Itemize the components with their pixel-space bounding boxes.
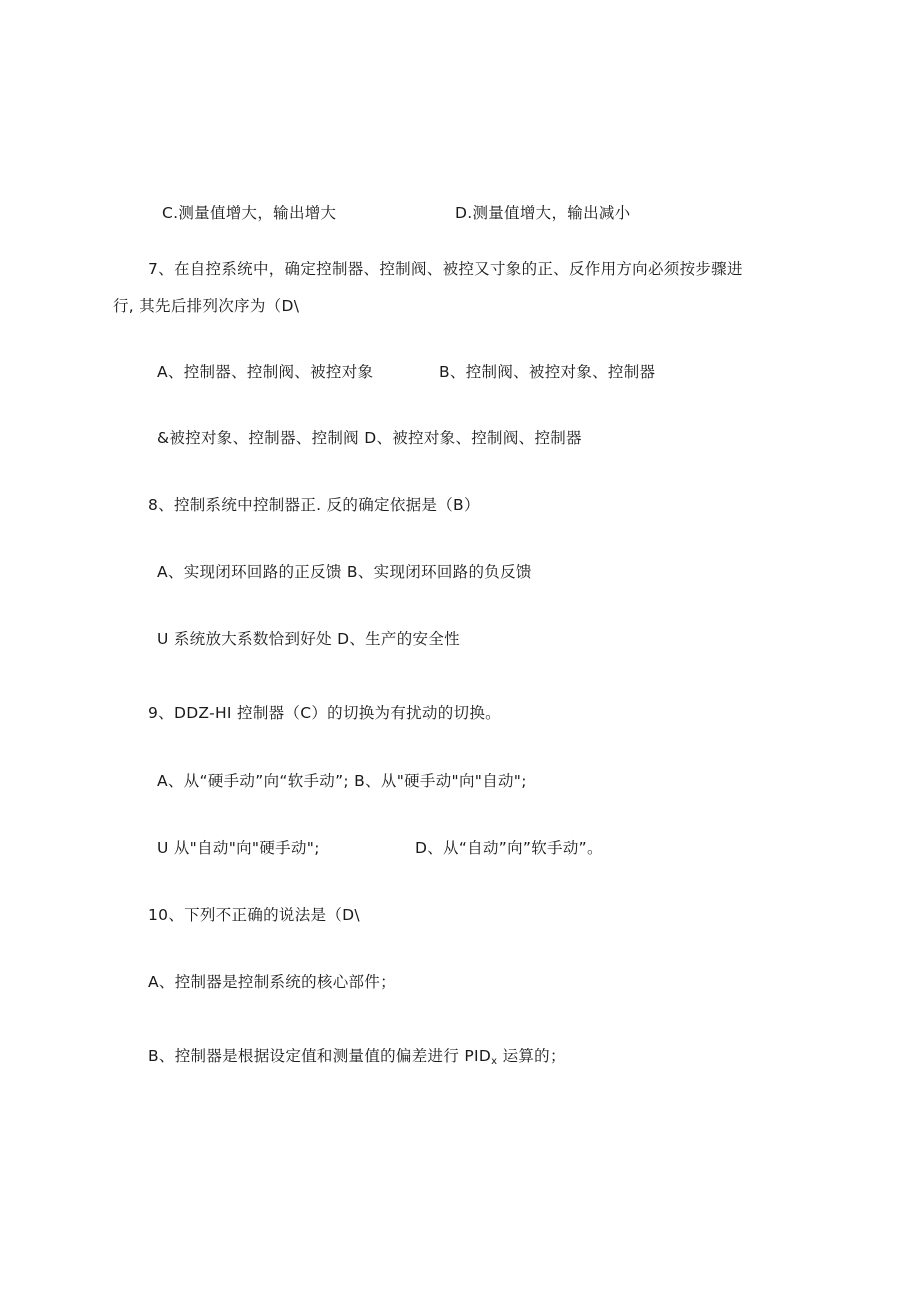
option-c-q6: C.测量值增大，输出增大 <box>162 204 337 222</box>
question-8: 8、控制系统中控制器正. 反的确定依据是（B） <box>148 496 480 514</box>
options-c-d-q7: &被控对象、控制器、控制阀 D、被控对象、控制阀、控制器 <box>157 429 582 447</box>
options-a-b-q8: A、实现闭环回路的正反馈 B、实现闭环回路的负反馈 <box>157 563 532 581</box>
option-c-q9: U 从"自动"向"硬手动"; <box>157 839 320 857</box>
options-c-d-q8: U 系统放大系数恰到好处 D、生产的安全性 <box>157 630 460 648</box>
option-b-q10-subscript: x <box>491 1056 498 1067</box>
option-b-q10 <box>148 1045 566 1073</box>
options-a-b-q9: A、从“硬手动”向“软手动”; B、从"硬手动"向"自动"; <box>157 772 527 790</box>
option-b-q7: B、控制阀、被控对象、控制器 <box>439 363 656 381</box>
option-d-q9: D、从“自动”向”软手动”。 <box>415 839 603 857</box>
option-a-q7: A、控制器、控制阀、被控对象 <box>157 363 374 381</box>
question-9: 9、DDZ-HI 控制器（C）的切换为有扰动的切换。 <box>148 704 501 722</box>
question-7-line-2: 行, 其先后排列次序为（D\ <box>113 297 300 315</box>
option-d-q6: D.测量值增大，输出减小 <box>455 204 631 222</box>
question-10: 10、下列不正确的说法是（D\ <box>148 906 360 924</box>
option-a-q10: A、控制器是控制系统的核心部件； <box>148 973 396 991</box>
question-7-line-1: 7、在自控系统中，确定控制器、控制阀、被控又寸象的正、反作用方向必须按步骤进 <box>148 260 743 278</box>
option-b-q10-tail: 运算的； <box>497 1047 566 1065</box>
option-b-q10-text: B、控制器是根据设定值和测量值的偏差进行 PID <box>148 1047 492 1065</box>
